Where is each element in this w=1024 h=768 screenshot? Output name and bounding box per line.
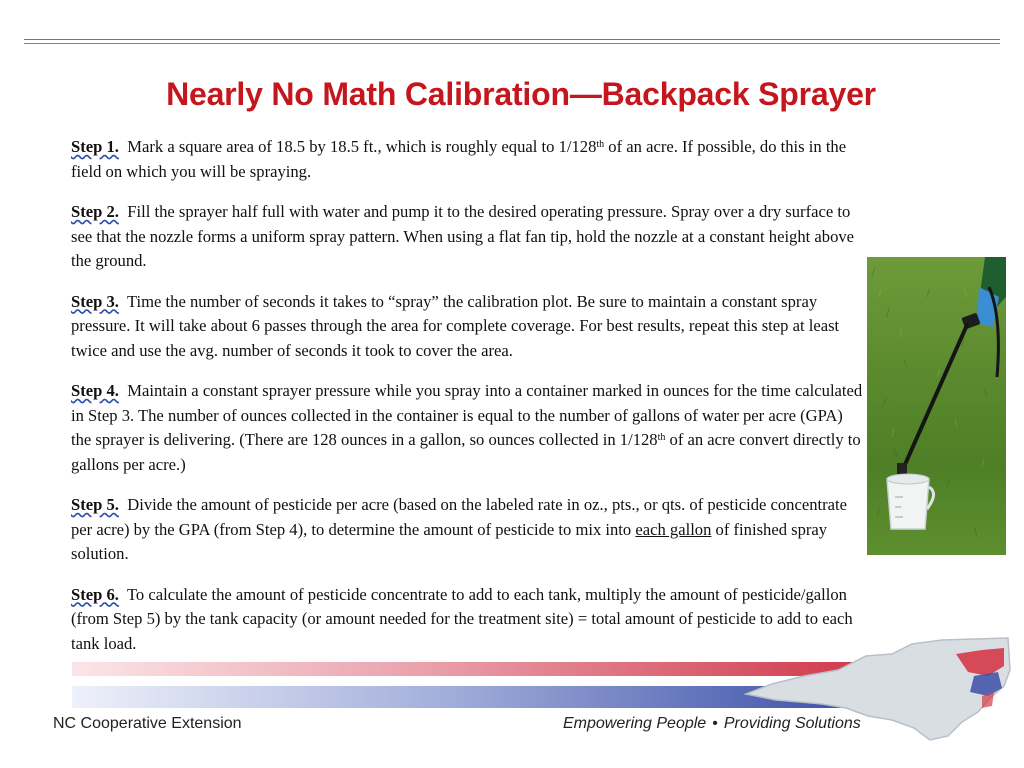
step-1: [71, 135, 866, 184]
step-3-label: Step 3.: [71, 291, 119, 311]
step-2: [71, 200, 866, 274]
step-2-text: Fill the sprayer half full with water and pump it to the desired operating pressure. Spray over a dry surface to see that the nozzle forms a uniform spray pattern. When using a flat fan tip, hold the nozzle at a constant height above the ground.: [71, 202, 855, 270]
step-4-text: Maintain a constant sprayer pressure while you spray into a container marked in ounces for the time calculated in Step 3. The number of ounces collected in the container is equal to the number of gallons of water per acre (GPA) the sprayer is delivering. (There are 128 ounces in a gallon, so ounces collected in 1/128: [71, 381, 863, 449]
step-5-text-end: of finished spray solution.: [71, 519, 828, 563]
step-6-text: To calculate the amount of pesticide concentrate to add to each tank, multiply the amount of pesticide/gallon (from Step 5) by the tank capacity (or amount needed for the treatment site) = total amount of pesticide to add to each tank load.: [71, 584, 853, 653]
slide-title: Nearly No Math Calibration—Backpack Sprayer: [166, 76, 876, 112]
step-4-text-end: of an acre convert directly to gallons per acre.): [71, 430, 861, 474]
step-5-text: Divide the amount of pesticide per acre (based on the labeled rate in oz., pts., or qts. of pesticide concentrate per acre) by the GPA (from Step 4), to determine the amount of pesticide to mix into: [71, 495, 847, 539]
step-4-sup: th: [657, 432, 666, 443]
step-2-label: Step 2.: [71, 202, 119, 221]
step-1-text: Mark a square area of 18.5 by 18.5 ft., which is roughly equal to 1/128: [127, 137, 597, 156]
top-rule-blue: [24, 43, 1000, 44]
step-5-emphasis: each gallon: [635, 519, 712, 539]
step-4-label: Step 4.: [71, 381, 119, 400]
tagline-separator: •: [712, 715, 718, 732]
sprayer-photo-illustration: [867, 257, 1006, 555]
steps-list: [71, 135, 866, 672]
step-1-text-end: of an acre. If possible, do this in the field on which you will be spraying.: [71, 137, 847, 181]
step-5: [71, 493, 866, 567]
step-6-label: Step 6.: [71, 584, 119, 604]
tagline-part-2: Providing Solutions: [723, 715, 861, 732]
step-3-text: Time the number of seconds it takes to “spray” the calibration plot. Be sure to maintain a constant spray pressure. It will take about 6 passes through the area for complete coverage. For best results, repeat this step at least twice and use the avg. number of seconds it took to cover the area.: [71, 291, 840, 360]
footer-tagline: [563, 715, 861, 733]
footer-organization: NC Cooperative Extension: [53, 715, 242, 732]
step-1-sup: th: [596, 139, 605, 150]
top-rule-red: [24, 39, 1000, 40]
tagline-part-1: Empowering People: [563, 715, 707, 732]
step-5-label: Step 5.: [71, 495, 119, 514]
step-4: [71, 379, 866, 477]
step-3: [71, 290, 866, 364]
step-1-label: Step 1.: [71, 137, 119, 156]
sprayer-photo: [867, 257, 1006, 555]
